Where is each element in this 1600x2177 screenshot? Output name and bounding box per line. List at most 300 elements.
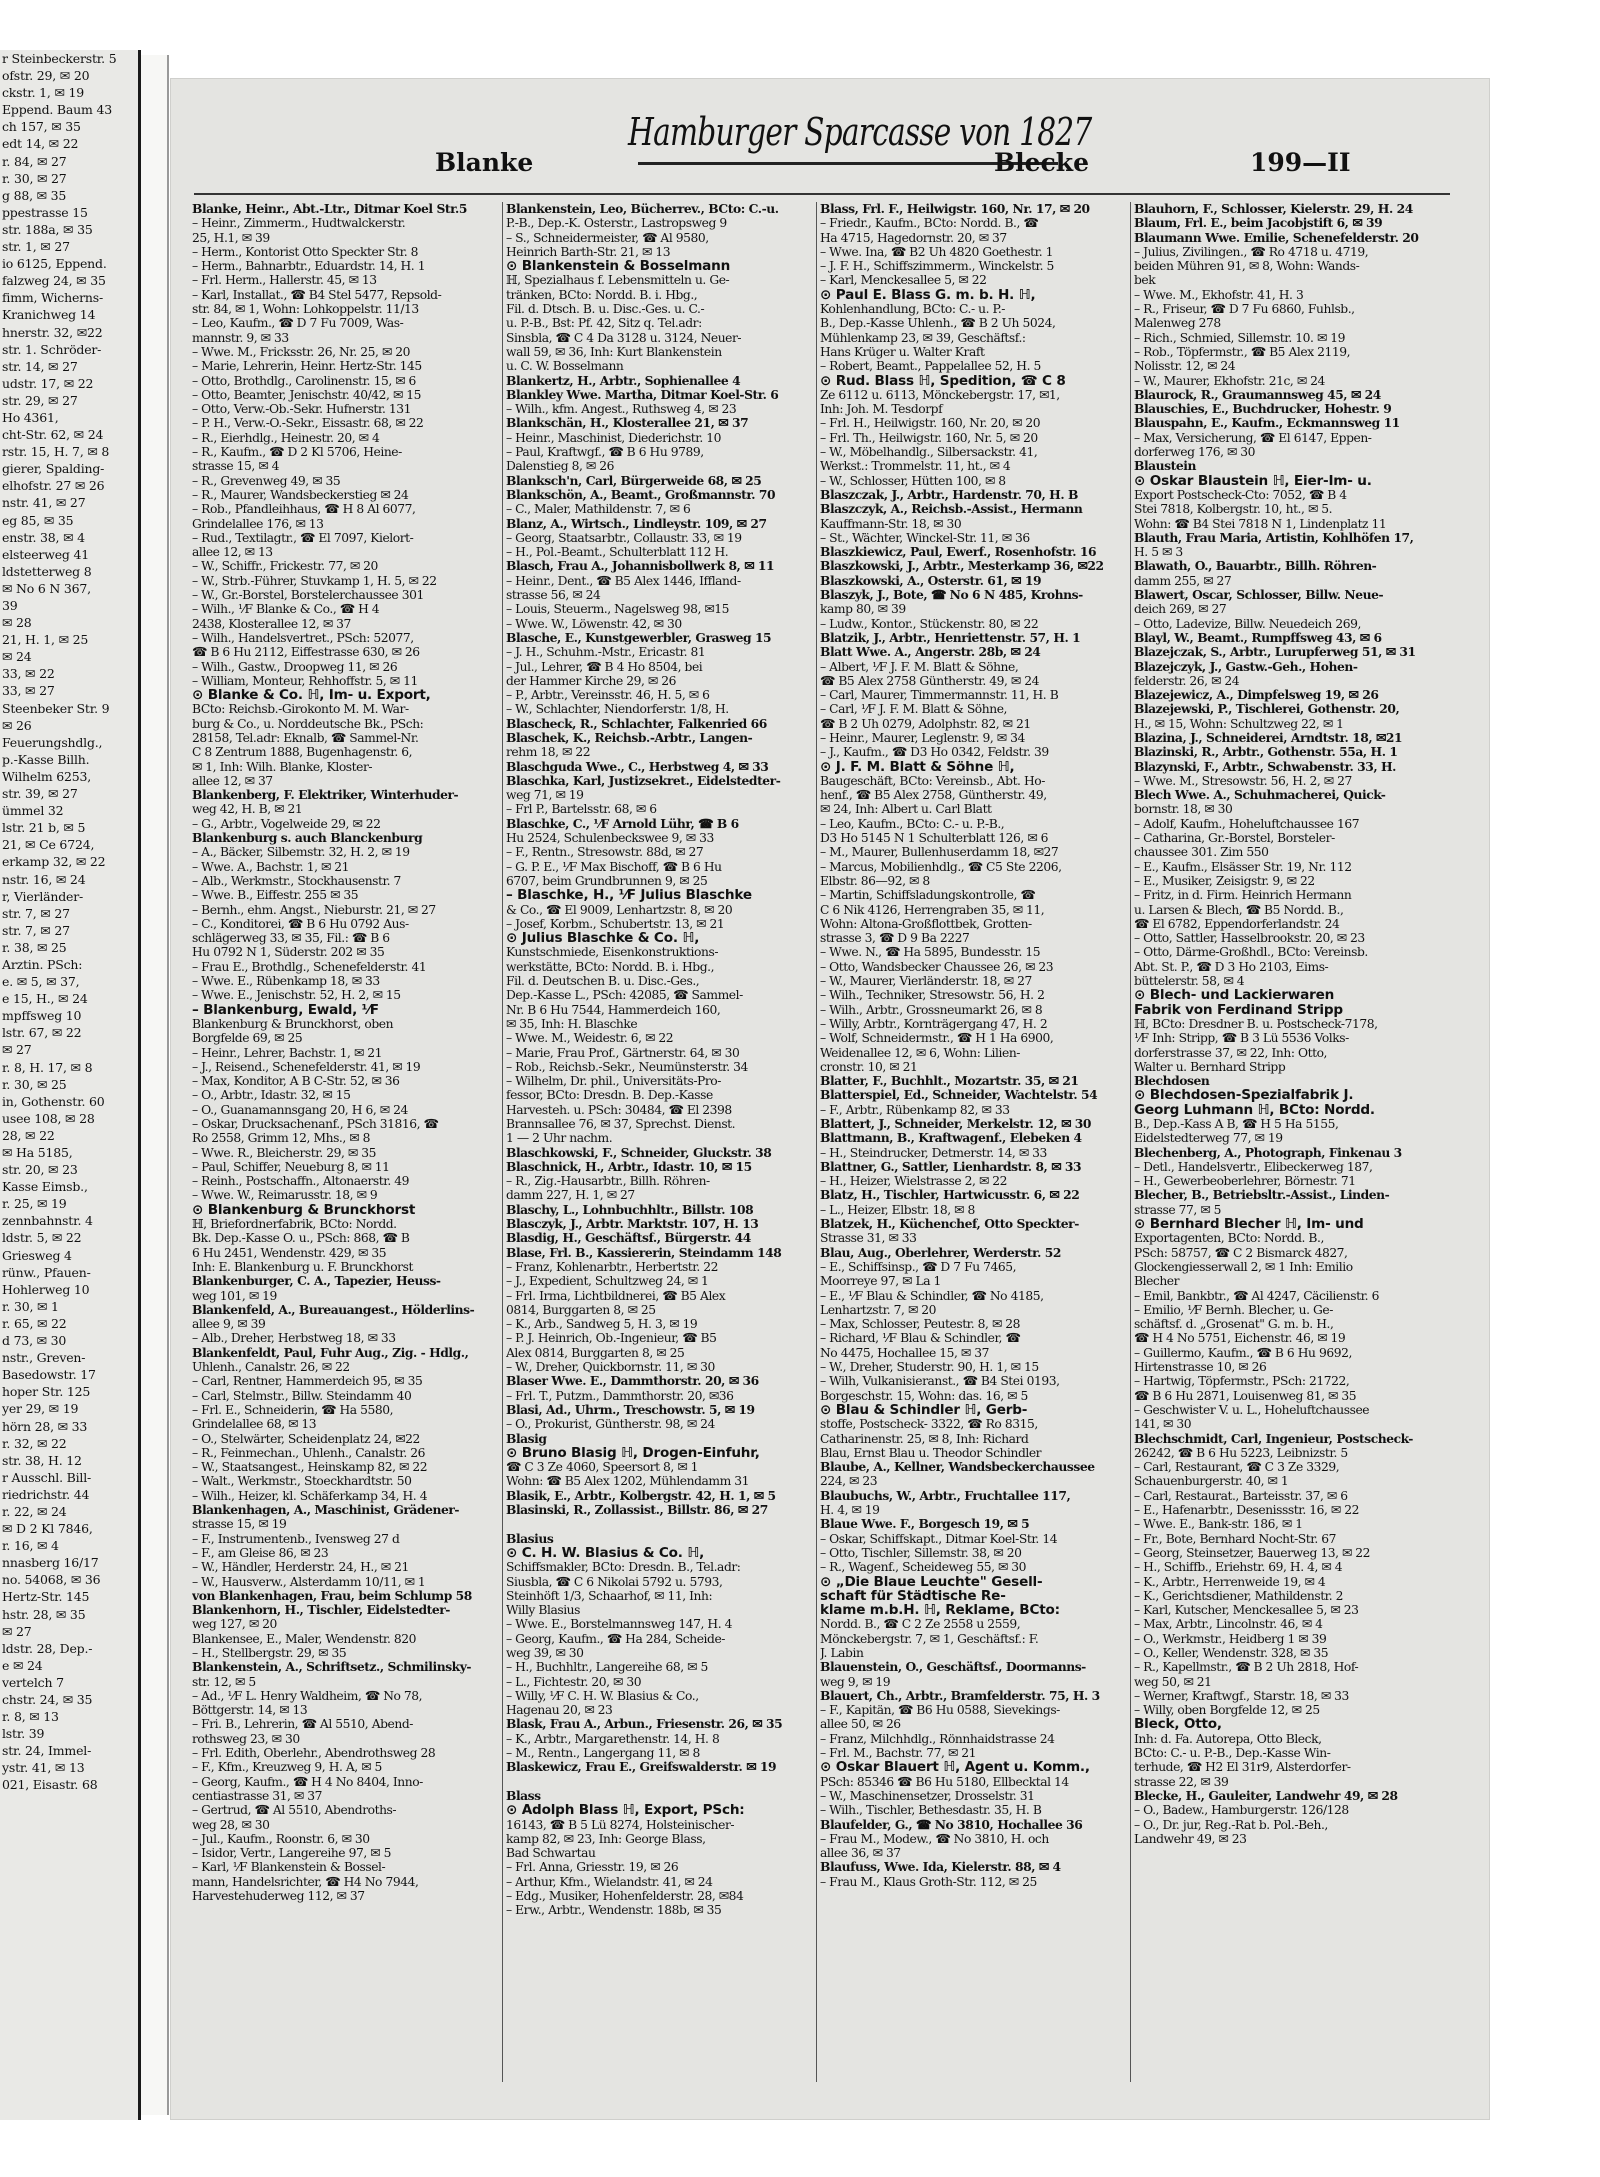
entry-line: – Frl. M., Bachstr. 77, ✉ 21	[820, 1746, 977, 1761]
entry-headword-line: Blatz, H., Tischler, Hartwicusstr. 6, ✉ 22	[820, 1187, 1080, 1203]
entry-line: allee 9, ✉ 39	[192, 1317, 266, 1332]
prev-page-line: erkamp 32, ✉ 22	[2, 854, 106, 870]
entry-line: – Leo, Kaufm., BCto: C.- u. P.-B.,	[820, 816, 1005, 831]
entry-line: – Alb., Dreher, Herbstweg 18, ✉ 33	[192, 1331, 396, 1346]
entry-line: fessor, BCto: Dresdn. B. Dep.-Kasse	[506, 1088, 713, 1103]
entry-line: – Albert, ⅟F J. F. M. Blatt & Söhne,	[820, 659, 1019, 674]
entry-line: weg 50, ✉ 21	[1134, 1674, 1212, 1689]
entry-headword-line: Blattner, G., Sattler, Lienhardstr. 8, ✉ 33	[820, 1158, 1082, 1174]
entry-line: – Wwe. M., Stresowstr. 56, H. 2, ✉ 27	[1134, 773, 1352, 788]
entry-line: – R., Kapellmstr., ☎ B 2 Uh 2818, Hof-	[1134, 1660, 1359, 1675]
entry-line: Elbstr. 86—92, ✉ 8	[820, 873, 930, 888]
entry-line: stoffe, Postscheck- 3322, ☎ Ro 8315,	[820, 1417, 1038, 1432]
entry-line: – Georg, Staatsarbtr., Collaustr. 33, ✉ 19	[506, 530, 742, 545]
entry-line: weg 9, ✉ 19	[820, 1674, 891, 1689]
prev-page-line: r Ausschl. Bill-	[2, 1469, 92, 1485]
entry-line: – Wwe. N., ☎ Ha 5895, Bundesstr. 15	[820, 945, 1041, 960]
entry-line: – O., Arbtr., Idastr. 32, ✉ 15	[192, 1088, 351, 1103]
prev-page-line: vertelch 7	[2, 1674, 64, 1690]
entry-line: – H., Stellbergstr. 29, ✉ 35	[192, 1645, 347, 1660]
entry-line: kamp 82, ✉ 23, Inh: George Blass,	[506, 1831, 706, 1846]
entry-headword-line: Blaser Wwe. E., Dammthorstr. 20, ✉ 36	[506, 1373, 759, 1389]
entry-line: bek	[1134, 273, 1156, 288]
entry-headword-line: Blankschön, A., Beamt., Großmannstr. 70	[506, 486, 776, 502]
firm-entry-line: – Blankenburg, Ewald, ⅟F	[192, 1001, 379, 1018]
prev-page-line: str. 20, ✉ 23	[2, 1162, 78, 1178]
firm-entry-line: ⊙ Bruno Blasig ℍ, Drogen-Einfuhr,	[506, 1444, 760, 1461]
entry-line: ✉ 35, Inh: H. Blaschke	[506, 1016, 638, 1031]
prev-page-line: 39	[2, 598, 18, 613]
entry-line: C 8 Zentrum 1888, Bugenhagenstr. 6,	[192, 745, 413, 760]
entry-line: bornstr. 18, ✉ 30	[1134, 802, 1233, 817]
entry-headword-line: Blasik, E., Arbtr., Kolbergstr. 42, H. 1, ✉ 5	[506, 1487, 776, 1503]
entry-line: – E., Musiker, Zeisigstr. 9, ✉ 22	[1134, 873, 1315, 888]
entry-line: – L., Fichtestr. 20, ✉ 30	[506, 1674, 642, 1689]
entry-line: Willy Blasius	[506, 1603, 581, 1618]
entry-line: Bad Schwartau	[506, 1846, 596, 1861]
entry-line: – O., Prokurist, Güntherstr. 98, ✉ 24	[506, 1417, 715, 1432]
previous-page-edge	[0, 50, 141, 2120]
entry-line: ☎ B 6 Hu 2112, Eiffestrasse 630, ✉ 26	[192, 645, 420, 660]
entry-line: Blecher	[1134, 1274, 1180, 1289]
entry-line: Ro 2558, Grimm 12, Mhs., ✉ 8	[192, 1131, 370, 1146]
prev-page-line: p.-Kasse Billh.	[2, 751, 90, 767]
entry-headword-line: Blasi, Ad., Uhrm., Treschowstr. 5, ✉ 19	[506, 1401, 755, 1417]
entry-line: – Marie, Frau Prof., Gärtnerstr. 64, ✉ 30	[506, 1045, 740, 1060]
entry-line: burg & Co., u. Norddeutsche Bk., PSch:	[192, 716, 424, 731]
entry-line: – Robert, Beamt., Pappelallee 52, H. 5	[820, 359, 1041, 374]
prev-page-line: ofstr. 29, ✉ 20	[2, 68, 90, 84]
prev-page-line: r. 30, ✉ 27	[2, 170, 67, 186]
entry-line: – Georg, Kaufm., ☎ H 4 No 8404, Inno-	[192, 1774, 423, 1789]
header-rule	[194, 193, 1450, 195]
entry-line: D3 Ho 5145 N 1 Schulterblatt 126, ✉ 6	[820, 831, 1049, 846]
prev-page-line: Kranichweg 14	[2, 307, 96, 323]
entry-headword-line: Blaszkowski, A., Osterstr. 61, ✉ 19	[820, 572, 1042, 588]
entry-line: – Wilh., Tischler, Bethesdastr. 35, H. B	[820, 1803, 1042, 1818]
entry-line: strasse 77, ✉ 5	[1134, 1202, 1222, 1217]
prev-page-line: str. 7, ✉ 27	[2, 922, 70, 938]
column-4	[1134, 202, 1444, 2102]
prev-page-line: Feuerungshdlg.,	[2, 734, 103, 750]
entry-line: – Max, Konditor, A B C-Str. 52, ✉ 36	[192, 1074, 400, 1089]
prev-page-line: Ho 4361,	[2, 409, 59, 425]
column-3	[820, 202, 1130, 2102]
firm-entry-line: Fabrik von Ferdinand Stripp	[1134, 1001, 1343, 1018]
entry-headword-line: Blase, Frl. B., Kassiererin, Steindamm 148	[506, 1244, 782, 1260]
firm-entry-line: ⊙ Blau & Schindler ℍ, Gerb-	[820, 1401, 1028, 1418]
column-divider	[502, 202, 503, 2082]
firm-entry-line: ⊙ J. F. M. Blatt & Söhne ℍ,	[820, 758, 1015, 775]
entry-line: Borgfelde 69, ✉ 25	[192, 1031, 303, 1046]
entry-line: – K., Arbtr., Margarethenstr. 14, H. 8	[506, 1731, 720, 1746]
entry-line: – Wwe. A., Bachstr. 1, ✉ 21	[192, 859, 350, 874]
entry-line: – J., Kaufm., ☎ D3 Ho 0342, Feldstr. 39	[820, 745, 1049, 760]
entry-line: – C., Konditorei, ☎ B 6 Hu 0792 Aus-	[192, 916, 409, 931]
entry-headword-line: Blasdig, H., Geschäftsf., Bürgerstr. 44	[506, 1230, 751, 1246]
firm-entry-line: klame m.b.H. ℍ, Reklame, BCto:	[820, 1602, 1060, 1619]
prev-page-line: ldstr. 5, ✉ 22	[2, 1230, 82, 1246]
entry-line: Alex 0814, Burggarten 8, ✉ 25	[506, 1345, 685, 1360]
firm-entry-line: Georg Luhmann ℍ, BCto: Nordd.	[1134, 1101, 1375, 1118]
entry-headword-line: Blechschmidt, Carl, Ingenieur, Postscheck-	[1134, 1430, 1413, 1446]
entry-line: u. C. W. Bosselmann	[506, 359, 624, 374]
entry-line: Kunstschmiede, Eisenkonstruktions-	[506, 945, 719, 960]
entry-line: Hu 2524, Schulenbeckswee 9, ✉ 33	[506, 831, 714, 846]
entry-line: – Friedr., Kaufm., BCto: Nordd. B., ☎	[820, 216, 1039, 231]
entry-line: – Walt., Werkmstr., Stoeckhardtstr. 50	[192, 1474, 412, 1489]
column-1	[192, 202, 502, 2102]
entry-line: – St., Wächter, Winckel-Str. 11, ✉ 36	[820, 530, 1030, 545]
entry-line: – William, Monteur, Rehhoffstr. 5, ✉ 11	[192, 673, 418, 688]
entry-line: – Paul, Schiffer, Neueburg 8, ✉ 11	[192, 1159, 390, 1174]
entry-headword-line: Blasinski, R., Zollassist., Billstr. 86, ✉ 27	[506, 1502, 768, 1518]
prev-page-line: lstr. 67, ✉ 22	[2, 1025, 82, 1041]
entry-headword-line: Blaschke, C., ⅟F Arnold Lühr, ☎ B 6	[506, 815, 739, 831]
entry-headword-line: Blaszkiewicz, Paul, Ewerf., Rosenhofstr. 16	[820, 544, 1097, 560]
entry-line: – W., Dreher, Studerstr. 90, H. 1, ✉ 15	[820, 1360, 1039, 1375]
entry-line: – H., Pol.-Beamt., Schulterblatt 112 H.	[506, 545, 729, 560]
entry-line: – Carl, Stelmstr., Billw. Steindamm 40	[192, 1388, 412, 1403]
prev-page-line: udstr. 17, ✉ 22	[2, 375, 94, 391]
prev-page-line: fimm, Wicherns-	[2, 290, 104, 306]
prev-page-line: zennbahnstr. 4	[2, 1213, 93, 1229]
entry-line: – Wwe. M., Weidestr. 6, ✉ 22	[506, 1031, 674, 1046]
entry-line: schlägerweg 33, ✉ 35, Fil.: ☎ B 6	[192, 931, 390, 946]
entry-line: – Wwe. W., Löwenstr. 42, ✉ 30	[506, 616, 682, 631]
entry-line: – Heinr., Lehrer, Bachstr. 1, ✉ 21	[192, 1045, 382, 1060]
prev-page-line: r. 16, ✉ 4	[2, 1538, 59, 1554]
entry-line: tränken, BCto: Nordd. B. i. Hbg.,	[506, 287, 698, 302]
entry-line: Brannsallee 76, ✉ 37, Sprechst. Dienst.	[506, 1117, 736, 1131]
entry-headword-line: Blaschek, K., Reichsb.-Arbtr., Langen-	[506, 729, 753, 745]
entry-headword-line: Blaufelder, G., ☎ No 3810, Hochallee 36	[820, 1816, 1083, 1832]
prev-page-line: Steenbeker Str. 9	[2, 700, 110, 716]
entry-line: dorferweg 176, ✉ 30	[1134, 445, 1256, 460]
entry-line: Blankensee, E., Maler, Wendenstr. 820	[192, 1631, 417, 1646]
entry-line: – Geschwister V. u. L., Hoheluftchaussee	[1134, 1402, 1370, 1417]
entry-line: mann, Handelsrichter, ☎ H4 No 7944,	[192, 1874, 419, 1889]
entry-headword-line: Blau, Aug., Oberlehrer, Werderstr. 52	[820, 1244, 1061, 1260]
prev-page-line: nstr., Greven-	[2, 1350, 86, 1366]
entry-line: – Detl., Handelsvertr., Elibeckerweg 187,	[1134, 1159, 1373, 1174]
entry-line: – Otto, Beamter, Jenischstr. 40/42, ✉ 15	[192, 387, 421, 402]
entry-line: – Frl. Irma, Lichtbildnerei, ☎ B5 Alex	[506, 1288, 726, 1303]
entry-line: dorferstrasse 37, ✉ 22, Inh: Otto,	[1134, 1045, 1327, 1060]
entry-line: – Carl, Restaurant, ☎ C 3 Ze 3329,	[1134, 1460, 1340, 1475]
entry-line: allee 12, ✉ 13	[192, 545, 273, 560]
entry-line: H., ✉ 15, Wohn: Schultzweg 22, ✉ 1	[1134, 716, 1344, 731]
entry-line: – F., Rentn., Stresowstr. 88d, ✉ 27	[506, 845, 704, 860]
entry-line: 25, H.1, ✉ 39	[192, 230, 270, 245]
prev-page-line: ✉ 27	[2, 1623, 32, 1639]
prev-page-line: usee 108, ✉ 28	[2, 1110, 95, 1126]
entry-line: – Jul., Lehrer, ☎ B 4 Ho 8504, bei	[506, 659, 703, 674]
entry-line: Hirtenstrasse 10, ✉ 26	[1134, 1360, 1267, 1375]
firm-entry-line: schaft für Städtische Re-	[820, 1587, 1006, 1604]
entry-line: – Wilh., Arbtr., Grossneumarkt 26, ✉ 8	[820, 1002, 1043, 1017]
entry-line: – H., Schiffb., Eriehstr. 69, H. 4, ✉ 4	[1134, 1560, 1343, 1575]
entry-line: – Carl, ⅟F J. F. M. Blatt & Söhne,	[820, 702, 1007, 717]
entry-line: – Carl, Maurer, Timmermannstr. 11, H. B	[820, 688, 1059, 703]
entry-line: Abt. St. P., ☎ D 3 Ho 2103, Eims-	[1134, 959, 1329, 974]
header-last-entry: Blecke	[994, 148, 1089, 177]
entry-line: Harvesteh. u. PSch: 30484, ☎ El 2398	[506, 1102, 732, 1117]
entry-line: Fil. d. Dtsch. B. u. Disc.-Ges. u. C.-	[506, 302, 705, 317]
entry-line: Grindelallee 68, ✉ 13	[192, 1417, 317, 1432]
entry-line: Blau, Ernst Blau u. Theodor Schindler	[820, 1445, 1042, 1460]
entry-line: – Frau M., Klaus Groth-Str. 112, ✉ 25	[820, 1874, 1037, 1889]
firm-entry-line: ⊙ „Die Blaue Leuchte" Gesell-	[820, 1573, 1043, 1590]
entry-headword-line: Blasche, E., Kunstgewerbler, Grasweg 15	[506, 629, 772, 645]
entry-line: weg 101, ✉ 19	[192, 1288, 277, 1303]
entry-headword-line: Blaszczyk, A., Reichsb.-Assist., Hermann	[820, 501, 1083, 517]
entry-headword-line: Blatterspiel, Ed., Schneider, Wachtelstr. 54	[820, 1087, 1098, 1103]
entry-headword-line: Blanz, A., Wirtsch., Lindleystr. 109, ✉ 27	[506, 515, 767, 531]
entry-headword-line: Blask, Frau A., Arbun., Friesenstr. 26, ✉ 35	[506, 1716, 783, 1732]
prev-page-line: r. 8, H. 17, ✉ 8	[2, 1059, 93, 1075]
prev-page-line: hnerstr. 32, ✉22	[2, 324, 103, 340]
prev-page-line: r. 38, ✉ 25	[2, 939, 67, 955]
entry-line: Uhlenh., Canalstr. 26, ✉ 22	[192, 1360, 350, 1375]
entry-headword-line: Blattmann, B., Kraftwagenf., Elebeken 4	[820, 1130, 1082, 1146]
entry-line: Schauenburgerstr. 40, ✉ 1	[1134, 1474, 1289, 1489]
entry-line: BCto: Reichsb.-Girokonto M. M. War-	[192, 702, 409, 717]
entry-line: – Wolf, Schneidermstr., ☎ H 1 Ha 6900,	[820, 1031, 1054, 1046]
entry-line: – Oskar, Schiffskapt., Ditmar Koel-Str. 14	[820, 1531, 1058, 1546]
entry-line: werkstätte, BCto: Nordd. B. i. Hbg.,	[506, 959, 715, 974]
entry-headword-line: Blasch, Frau A., Johannisbollwerk 8, ✉ 11	[506, 558, 775, 574]
entry-line: – Wwe. M., Ekhofstr. 41, H. 3	[1134, 287, 1304, 302]
entry-line: damm 227, H. 1, ✉ 27	[506, 1188, 635, 1203]
entry-line: – R., Grevenweg 49, ✉ 35	[192, 473, 341, 488]
entry-line: strasse 56, ✉ 24	[506, 588, 601, 603]
entry-line: – W., Schlosser, Hütten 100, ✉ 8	[820, 473, 1006, 488]
entry-line: Nr. B 6 Hu 7544, Hammerdeich 160,	[506, 1002, 721, 1017]
entry-line: BCto: C.- u. P.-B., Dep.-Kasse Win-	[1134, 1746, 1331, 1761]
entry-line: – Erw., Arbtr., Wendenstr. 188b, ✉ 35	[506, 1903, 722, 1918]
prev-page-line: e 15, H., ✉ 24	[2, 991, 88, 1007]
entry-line: Fil. d. Deutschen B. u. Disc.-Ges.,	[506, 974, 700, 989]
prev-page-line: r. 8, ✉ 13	[2, 1709, 59, 1725]
prev-page-line: yer 29, ✉ 19	[2, 1401, 79, 1417]
entry-line: – Carl, Restaurat., Barteisstr. 37, ✉ 6	[1134, 1488, 1348, 1503]
entry-line: – Franz, Kohlenarbtr., Herbertstr. 22	[506, 1259, 719, 1274]
prev-page-line: nstr. 41, ✉ 27	[2, 495, 86, 511]
prev-page-line: e. ✉ 5, ✉ 37,	[2, 974, 80, 990]
entry-line: wall 59, ✉ 36, Inh: Kurt Blankenstein	[506, 344, 722, 359]
entry-line: henf., ☎ B5 Alex 2758, Güntherstr. 49,	[820, 788, 1047, 803]
entry-line: – F., Kfm., Kreuzweg 9, H. A, ✉ 5	[192, 1760, 382, 1775]
firm-entry-line: ⊙ Blankenburg & Brunckhorst	[192, 1201, 416, 1218]
prev-page-line: ✉ 24	[2, 649, 32, 665]
entry-line: – R., Friseur, ☎ D 7 Fu 6860, Fuhlsb.,	[1134, 302, 1355, 317]
prev-page-line: ✉ 26	[2, 717, 32, 733]
entry-line: Baugeschäft, BCto: Vereinsb., Abt. Ho-	[820, 773, 1045, 788]
entry-line	[506, 1775, 816, 1789]
entry-line: mannstr. 9, ✉ 33	[192, 330, 289, 345]
prev-page-line: Kasse Eimsb.,	[2, 1179, 88, 1195]
entry-headword-line: Blanke, Heinr., Abt.-Ltr., Ditmar Koel Str.5	[192, 202, 467, 216]
entry-line: schäftsf. d. „Grosenat" G. m. b. H.,	[1134, 1317, 1334, 1332]
entry-headword-line: Blazynski, F., Arbtr., Schwabenstr. 33, H.	[1134, 758, 1397, 774]
entry-line: Inh: E. Blankenburg u. F. Brunckhorst	[192, 1259, 413, 1274]
firm-entry-line: ⊙ Blech- und Lackierwaren	[1134, 987, 1335, 1004]
prev-page-line: ch 157, ✉ 35	[2, 119, 81, 135]
entry-line: allee 12, ✉ 37	[192, 773, 273, 788]
entry-line: weg 127, ✉ 20	[192, 1617, 277, 1632]
prev-page-line: Griesweg 4	[2, 1247, 72, 1263]
prev-page-line: str. 29, ✉ 27	[2, 392, 78, 408]
page-gutter	[141, 55, 169, 2115]
entry-headword-line: Blaschnick, H., Arbtr., Idastr. 10, ✉ 15	[506, 1158, 752, 1174]
entry-headword-line: Blaschkowski, F., Schneider, Gluckstr. 38	[506, 1144, 772, 1160]
entry-headword-line: Blass	[506, 1787, 541, 1803]
entry-line: strasse 22, ✉ 39	[1134, 1774, 1229, 1789]
entry-line: J. Labin	[820, 1645, 864, 1660]
entry-line: – Otto, Sattler, Hasselbrookstr. 20, ✉ 23	[1134, 931, 1365, 946]
header-first-entry: Blanke	[435, 148, 534, 177]
entry-headword-line: Blayl, W., Beamt., Rumpffsweg 43, ✉ 6	[1134, 629, 1382, 645]
prev-page-line: Arztin. PSch:	[2, 956, 83, 972]
entry-line: Wohn: ☎ B5 Alex 1202, Mühlendamm 31	[506, 1474, 750, 1489]
entry-line: – K., Gerichtsdiener, Mathildenstr. 2	[1134, 1588, 1344, 1603]
prev-page-line: hörn 28, ✉ 33	[2, 1418, 88, 1434]
entry-line: – Heinr., Zimmerm., Hudtwalckerstr.	[192, 216, 406, 231]
prev-page-line: nstr. 16, ✉ 24	[2, 871, 86, 887]
entry-line: – O., Guanamannsgang 20, H 6, ✉ 24	[192, 1102, 408, 1117]
prev-page-line: hstr. 28, ✉ 35	[2, 1606, 86, 1622]
entry-line: der Hammer Kirche 29, ✉ 26	[506, 673, 676, 688]
entry-line: – M., Rentn., Langergang 11, ✉ 8	[506, 1746, 700, 1761]
entry-line: – Heinr., Maurer, Leglenstr. 9, ✉ 34	[820, 730, 1025, 745]
prev-page-line: chstr. 24, ✉ 35	[2, 1692, 93, 1707]
prev-page-line: 33, ✉ 22	[2, 666, 55, 682]
entry-headword-line: Blauhorn, F., Schlosser, Kielerstr. 29, H. 24	[1134, 202, 1413, 216]
entry-headword-line: von Blankenhagen, Frau, beim Schlump 58	[192, 1587, 472, 1603]
entry-headword-line: Blankenburg s. auch Blanckenburg	[192, 830, 423, 846]
entry-line: – J. H., Schuhm.-Mstr., Ericastr. 81	[506, 645, 706, 660]
entry-headword-line: Blankenfeld, A., Bureauangest., Hölderlins-	[192, 1301, 475, 1317]
firm-entry-line: ⊙ Blankenstein & Bosselmann	[506, 258, 731, 275]
prev-page-line: enstr. 38, ✉ 4	[2, 529, 85, 545]
prev-page-line: in, Gothenstr. 60	[2, 1093, 105, 1109]
entry-headword-line: Blechenberg, A., Photograph, Finkenau 3	[1134, 1144, 1402, 1160]
entry-line: weg 28, ✉ 30	[192, 1817, 270, 1832]
entry-line: – Frl. E., Schneiderin, ☎ Ha 5580,	[192, 1402, 394, 1417]
entry-line: – Wwe. B., Eiffestr. 255 ✉ 35	[192, 888, 359, 903]
entry-headword-line: Blauschies, E., Buchdrucker, Hohestr. 9	[1134, 401, 1392, 417]
entry-line: – W., Maschinensetzer, Drosselstr. 31	[820, 1788, 1035, 1803]
stamp-text: Hamburger Sparcasse von 1827	[628, 110, 1092, 154]
entry-line: No 4475, Hochallee 15, ✉ 37	[820, 1345, 989, 1360]
entry-line: ✉ 1, Inh: Wilh. Blanke, Kloster-	[192, 759, 373, 774]
entry-line: – Wilh, Vulkanisieranst., ☎ B4 Stei 0193,	[820, 1374, 1060, 1389]
entry-line: H. 5 ✉ 3	[1134, 545, 1183, 560]
entry-line: – Wwe. W., Reimarusstr. 18, ✉ 9	[192, 1188, 378, 1203]
firm-entry-line: – Blaschke, H., ⅟F Julius Blaschke	[506, 887, 752, 904]
entry-line: – Rich., Schmied, Sillemstr. 10. ✉ 19	[1134, 330, 1346, 345]
entry-line: – Wwe. M., Fricksstr. 26, Nr. 25, ✉ 20	[192, 344, 411, 359]
prev-page-line: r. 30, ✉ 1	[2, 1298, 59, 1314]
entry-line: – E., ⅟F Blau & Schindler, ☎ No 4185,	[820, 1288, 1044, 1303]
entry-line: – Wwe. Ina, ☎ B2 Uh 4820 Goethestr. 1	[820, 244, 1054, 259]
entry-headword-line: Blaschka, Karl, Justizsekret., Eidelstedter-	[506, 772, 781, 788]
prev-page-line: Basedowstr. 17	[2, 1367, 96, 1383]
entry-line: – Adolf, Kaufm., Hoheluftchaussee 167	[1134, 816, 1360, 831]
entry-line: – R., Kaufm., ☎ D 2 Kl 5706, Heine-	[192, 445, 402, 460]
entry-line: – Julius, Zivilingen., ☎ Ro 4718 u. 4719,	[1134, 244, 1369, 259]
prev-page-line: riedrichstr. 44	[2, 1486, 90, 1502]
entry-line: – Guillermo, Kaufm., ☎ B 6 Hu 9692,	[1134, 1345, 1352, 1360]
entry-line: Blankenburg & Brunckhorst, oben	[192, 1016, 394, 1031]
entry-line: – W., Staatsangest., Heinskamp 82, ✉ 22	[192, 1460, 428, 1475]
entry-line: – Wwe. E., Jenischstr. 52, H. 2, ✉ 15	[192, 988, 401, 1003]
entry-line: beiden Mühren 91, ✉ 8, Wohn: Wands-	[1134, 259, 1360, 274]
entry-line: – Wwe. E., Borstelmannsweg 147, H. 4	[506, 1617, 732, 1632]
entry-line: – Heinr., Maschinist, Diederichstr. 10	[506, 430, 722, 445]
entry-line: – W., Schlachter, Niendorferstr. 1/8, H.	[506, 702, 729, 717]
entry-line: – Leo, Kaufm., ☎ D 7 Fu 7009, Was-	[192, 316, 404, 331]
entry-line: – Werner, Kraftwgf., Starstr. 18, ✉ 33	[1134, 1688, 1349, 1703]
entry-line: – R., Feinmechan., Uhlenh., Canalstr. 26	[192, 1445, 425, 1460]
page-number: 199—II	[1250, 148, 1351, 177]
entry-line: strasse 3, ☎ D 9 Ba 2227	[820, 931, 970, 946]
prev-page-line: falzweg 24, ✉ 35	[2, 273, 106, 289]
prev-page-line: 21, H. 1, ✉ 25	[2, 632, 89, 648]
prev-page-line: ldstr. 28, Dep.-	[2, 1640, 93, 1656]
entry-line: – O., Keller, Wendenstr. 328, ✉ 35	[1134, 1645, 1329, 1660]
entry-line: – Marcus, Mobilienhdlg., ☎ C5 Ste 2206,	[820, 859, 1062, 874]
entry-headword-line: Blaum, Frl. E., beim Jacobjstift 6, ✉ 39	[1134, 215, 1383, 231]
prev-page-line: edt 14, ✉ 22	[2, 136, 79, 152]
entry-line: – Marie, Lehrerin, Heinr. Hertz-Str. 145	[192, 359, 422, 374]
entry-line: ✉ 24, Inh: Albert u. Carl Blatt	[820, 802, 992, 817]
entry-headword-line: Blaschy, L., Lohnbuchhltr., Billstr. 108	[506, 1201, 754, 1217]
entry-line: – W., Dreher, Quickbornstr. 11, ✉ 30	[506, 1360, 715, 1375]
entry-line: – R., Wagenf., Scheideweg 55, ✉ 30	[820, 1560, 1027, 1575]
entry-line: – E., Hafenarbtr., Desenissstr. 16, ✉ 22	[1134, 1503, 1359, 1518]
entry-headword-line: Blecher, B., Betriebsltr.-Assist., Linden-	[1134, 1187, 1390, 1203]
entry-line: – Herm., Bahnarbtr., Eduardstr. 14, H. 1	[192, 259, 426, 274]
entry-headword-line: Blankenhorn, H., Tischler, Eidelstedter-	[192, 1602, 450, 1618]
entry-line: kamp 80, ✉ 39	[820, 602, 906, 617]
entry-line: – Franz, Milchhdlg., Rönnhaidstrasse 24	[820, 1731, 1055, 1746]
entry-line: PSch: 58757, ☎ C 2 Bismarck 4827,	[1134, 1245, 1348, 1260]
prev-page-line: Hertz-Str. 145	[2, 1589, 90, 1605]
entry-line: ☎ H 4 No 5751, Eichenstr. 46, ✉ 19	[1134, 1331, 1346, 1346]
entry-line: damm 255, ✉ 27	[1134, 573, 1232, 588]
prev-page-line: ümmel 32	[2, 803, 64, 819]
entry-headword-line: Blasig	[506, 1430, 547, 1446]
entry-line: Wohn: ☎ B4 Stei 7818 N 1, Lindenplatz 11	[1134, 516, 1387, 531]
firm-entry-line: ⊙ Oskar Blaustein ℍ, Eier-Im- u.	[1134, 472, 1372, 489]
entry-headword-line: Blaube, A., Kellner, Wandsbeckerchaussee	[820, 1459, 1095, 1475]
prev-page-line: str. 7, ✉ 27	[2, 905, 70, 921]
entry-headword-line: Blasczyk, J., Arbtr. Marktstr. 107, H. 13	[506, 1216, 759, 1232]
entry-line: Inh: Joh. M. Tesdorpf	[820, 402, 943, 417]
prev-page-line: rstr. 15, H. 7, ✉ 8	[2, 444, 110, 460]
entry-line: Eidelstedterweg 77, ✉ 19	[1134, 1131, 1283, 1146]
prev-page-line: 28, ✉ 22	[2, 1127, 55, 1143]
entry-line: – Frl. T., Putzm., Dammthorstr. 20, ✉36	[506, 1388, 734, 1403]
prev-page-line: 33, ✉ 27	[2, 683, 55, 699]
entry-line: – Wilh., Handelsvertret., PSch: 52077,	[192, 630, 414, 645]
prev-page-line: nnasberg 16/17	[2, 1555, 99, 1571]
entry-line: – Rob., Töpfermstr., ☎ B5 Alex 2119,	[1134, 344, 1351, 359]
entry-line: – Wilh., Gastw., Droopweg 11, ✉ 26	[192, 659, 398, 674]
entry-line: Hu 0792 N 1, Süderstr. 202 ✉ 35	[192, 945, 385, 960]
